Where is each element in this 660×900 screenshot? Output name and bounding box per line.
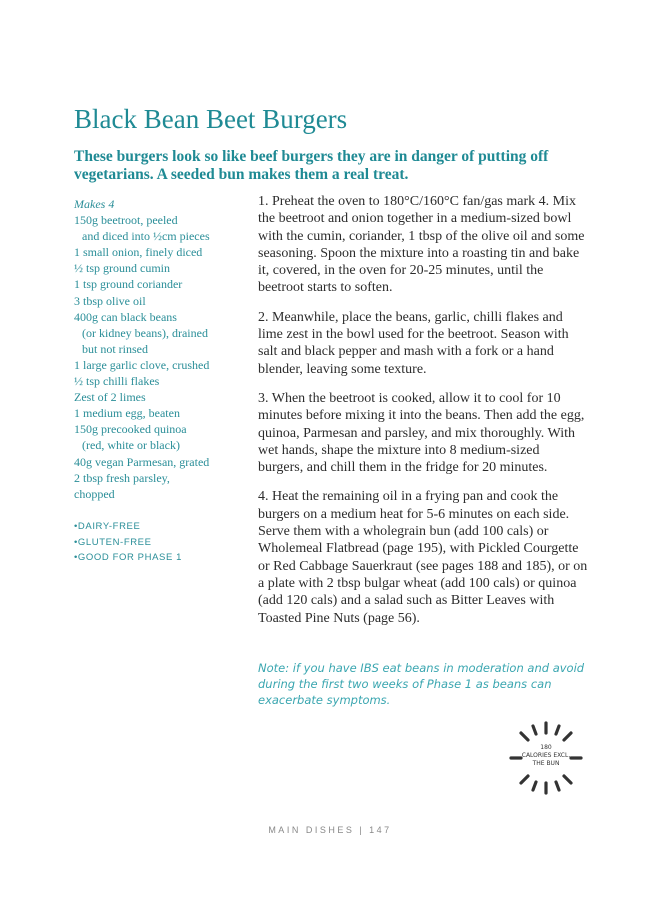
ingredient-line: (or kidney beans), drained	[82, 325, 208, 340]
ingredient-line: 1 tsp ground coriander	[74, 277, 183, 292]
calorie-badge	[508, 720, 584, 796]
recipe-intro: These burgers look so like beef burgers they are in danger of putting off vegetarians. A seeded bun makes them a real treat.	[74, 148, 549, 183]
ingredient-line: ½ tsp ground cumin	[74, 261, 170, 276]
ingredient-line: but not rinsed	[82, 341, 148, 356]
ingredient-line: and diced into ½cm pieces	[82, 229, 210, 244]
badge-line-2: CALORIES EXCL.	[521, 752, 571, 759]
badge-line-3: THE BUN	[532, 760, 560, 767]
ingredient-line: 1 small onion, finely diced	[74, 245, 203, 260]
tag-gluten-free: •GLUTEN-FREE	[74, 536, 152, 548]
method-step-1: 1. Preheat the oven to 180°C/160°C fan/gas mark 4. Mix the beetroot and onion together in a medium-sized bowl with the cumin, coriander, 1 tbsp of the olive oil and some seasoning. Spoon the mixture into a roasting tin and bake it, covered, in the oven for 20-25 minutes, until the beetroot starts to soften.	[258, 194, 585, 296]
tag-phase-1: •GOOD FOR PHASE 1	[74, 552, 183, 564]
badge-text	[508, 744, 584, 768]
ingredients-list	[74, 196, 244, 502]
badge-calories: 180	[540, 744, 552, 751]
servings: Makes 4	[74, 197, 115, 211]
ibs-note: Note: if you have IBS eat beans in moderation and avoid during the first two weeks of Phase 1 as beans can exacerbate symptoms.	[258, 661, 585, 707]
ingredient-line: chopped	[74, 486, 115, 501]
ingredient-line: 1 large garlic clove, crushed	[74, 357, 210, 372]
ingredient-line: Zest of 2 limes	[74, 390, 146, 405]
method-step-3: 3. When the beetroot is cooked, allow it to cool for 10 minutes before mixing it into the beans. Then add the egg, quinoa, Parmesan and parsley, and mix thoroughly. With wet hands, shape the mixture into 8 medium-sized burgers, and chill them in the fridge for 20 minutes.	[258, 390, 585, 476]
ingredient-line: 150g beetroot, peeled	[74, 213, 178, 228]
ingredient-line: 3 tbsp olive oil	[74, 293, 146, 308]
ingredient-line: 40g vegan Parmesan, grated	[74, 454, 210, 469]
method-step-4: 4. Heat the remaining oil in a frying pan and cook the burgers on a medium heat for 5-6 minutes on each side. Serve them with a wholegrain bun (add 100 cals) or Wholemeal Flatbread (page 195), with Pickled Courgette or Red Cabbage Sauerkraut (see pages 188 and 185), or on a plate with 2 tbsp bulgar wheat (add 100 cals) or quinoa (add 120 cals) and a salad such as Bitter Leaves with Toasted Pine Nuts (page 56).	[258, 489, 588, 626]
ingredient-line: 400g can black beans	[74, 309, 177, 324]
ingredient-line: 150g precooked quinoa	[74, 422, 187, 437]
method-steps	[258, 193, 588, 639]
ingredient-line: (red, white or black)	[82, 438, 180, 453]
ingredient-line: 1 medium egg, beaten	[74, 406, 180, 421]
recipe-title: Black Bean Beet Burgers	[74, 104, 348, 134]
tag-dairy-free: •DAIRY-FREE	[74, 521, 141, 532]
diet-tags	[74, 519, 182, 566]
method-step-2: 2. Meanwhile, place the beans, garlic, chilli flakes and lime zest in the bowl used for the beetroot. Season with salt and black pepper and mash with a fork or a hand blender, leaving some texture.	[258, 309, 569, 377]
page-footer: MAIN DISHES | 147	[268, 825, 392, 835]
ingredient-line: 2 tbsp fresh parsley,	[74, 470, 170, 485]
ingredient-line: ½ tsp chilli flakes	[74, 374, 160, 389]
